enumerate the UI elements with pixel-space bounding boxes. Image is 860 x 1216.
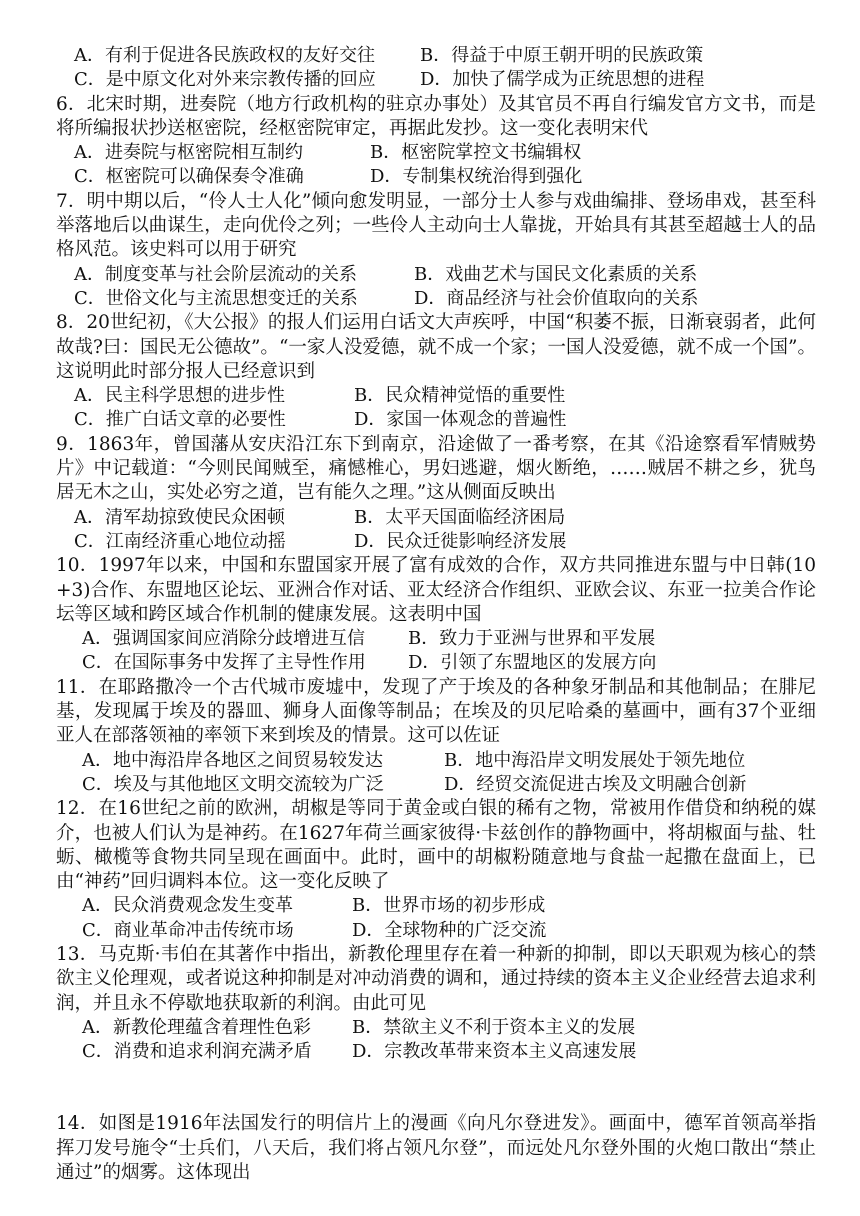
option-a[interactable]: A．有利于促进各民族政权的友好交往	[74, 45, 375, 66]
question-11	[56, 676, 816, 797]
options-block	[56, 263, 816, 312]
option-row	[74, 384, 816, 408]
option-a[interactable]: A．强调国家间应消除分歧增进互信	[82, 628, 365, 650]
question-10	[56, 554, 816, 675]
option-b[interactable]: B．戏曲艺术与国民文化素质的关系	[414, 263, 698, 285]
options-block	[56, 749, 816, 798]
option-row	[82, 651, 816, 675]
option-a[interactable]: A．制度变革与社会阶层流动的关系	[74, 263, 357, 285]
question-stem: 11．在耶路撒冷一个古代城市废墟中，发现了产于埃及的各种象牙制品和其他制品；在腓尼基，发现属于埃及的器皿、狮身人面像等制品；在埃及的贝尼哈桑的墓画中，画有37个亚细亚人在部落领袖的率领下来到埃及的情景。这可以佐证	[56, 676, 816, 747]
option-d[interactable]: D．宗教改革带来资本主义高速发展	[352, 1041, 637, 1063]
option-a[interactable]: A．新教伦理蕴含着理性色彩	[82, 1016, 311, 1038]
option-b[interactable]: B．世界市场的初步形成	[352, 895, 546, 917]
blank-gap	[56, 1064, 816, 1112]
option-row	[74, 530, 816, 554]
option-d[interactable]: D．全球物种的广泛交流	[352, 919, 547, 941]
option-b[interactable]: B．太平天国面临经济困局	[354, 506, 566, 528]
option-a[interactable]: A．地中海沿岸各地区之间贸易较发达	[82, 749, 383, 771]
question-6	[56, 93, 816, 190]
option-c[interactable]: C．埃及与其他地区文明交流较为广泛	[82, 773, 384, 795]
question-stem: 12．在16世纪之前的欧洲，胡椒是等同于黄金或白银的稀有之物，常被用作借贷和纳税的媒介，也被人们认为是神药。在1627年荷兰画家彼得·卡兹创作的静物画中，将胡椒面与盐、牡蛎、橄榄等食物共同呈现在画面中。此时，画中的胡椒粉随意地与食盐一起撒在盘面上，已由“神药”回归调料本位。这一变化反映了	[56, 798, 816, 893]
option-row	[82, 627, 816, 651]
question-13	[56, 943, 816, 1064]
options-block	[56, 1016, 816, 1065]
question-stem: 8．20世纪初，《大公报》的报人们运用白话文大声疾呼，中国“积萎不振，日渐衰弱者，此何故哉?曰：国民无公德故”。“一家人没爱德，就不成一个家；一国人没爱德，就不成一个国”。这说明此时部分报人已经意识到	[56, 312, 816, 382]
option-row	[74, 44, 816, 68]
option-a[interactable]: A．进奏院与枢密院相互制约	[74, 142, 303, 164]
option-a[interactable]: A．民主科学思想的进步性	[74, 385, 285, 407]
option-row	[74, 287, 816, 311]
option-b[interactable]: B．民众精神觉悟的重要性	[354, 385, 566, 407]
option-a[interactable]: A．民众消费观念发生变革	[82, 895, 293, 917]
option-c[interactable]: C．是中原文化对外来宗教传播的回应	[74, 69, 376, 91]
exam-page	[56, 44, 816, 1185]
question-7	[56, 190, 816, 311]
question-14	[56, 1112, 816, 1185]
question-stem: 7．明中期以后，“伶人士人化”倾向愈发明显，一部分士人参与戏曲编排、登场串戏，甚至科举落地后以曲谋生，走向优伶之列；一些伶人主动向士人靠拢，开始具有其甚至超越士人的品格风范。该史料可以用于研究	[56, 190, 816, 261]
option-d[interactable]: D．商品经济与社会价值取向的关系	[414, 287, 699, 309]
option-d[interactable]: D．家国一体观念的普遍性	[354, 409, 567, 431]
question-5-options	[56, 44, 816, 93]
options-block	[56, 627, 816, 676]
options-block	[56, 44, 816, 93]
option-d[interactable]: D．经贸交流促进古埃及文明融合创新	[444, 773, 747, 795]
option-c[interactable]: C．在国际事务中发挥了主导性作用	[82, 652, 366, 674]
option-row	[74, 68, 816, 92]
option-c[interactable]: C．江南经济重心地位动摇	[74, 530, 286, 552]
option-row	[74, 506, 816, 530]
option-a[interactable]: A．清军劫掠致使民众困顿	[74, 506, 285, 528]
options-block	[56, 894, 816, 943]
option-c[interactable]: C．推广白话文章的必要性	[74, 409, 286, 431]
options-block	[56, 141, 816, 190]
question-stem: 13．马克斯·韦伯在其著作中指出，新教伦理里存在着一种新的抑制，即以天职观为核心的禁欲主义伦理观，或者说这种抑制是对冲动消费的调和，通过持续的资本主义企业经营去追求利润，并且永不停歇地获取新的利润。由此可见	[56, 943, 816, 1014]
option-row	[82, 749, 816, 773]
option-c[interactable]: C．世俗文化与主流思想变迁的关系	[74, 287, 358, 309]
option-row	[74, 263, 816, 287]
option-d[interactable]: D．引领了东盟地区的发展方向	[408, 652, 657, 674]
option-row	[82, 919, 816, 943]
option-d[interactable]: D．加快了儒学成为正统思想的进程	[420, 69, 705, 91]
option-row	[82, 1040, 816, 1064]
option-row	[82, 894, 816, 918]
options-block	[56, 506, 816, 555]
option-row	[82, 1016, 816, 1040]
option-row	[74, 141, 816, 165]
option-row	[74, 408, 816, 432]
question-stem: 6．北宋时期，进奏院（地方行政机构的驻京办事处）及其官员不再自行编发官方文书，而是将所编报状抄送枢密院，经枢密院审定，再据此发抄。这一变化表明宋代	[56, 93, 816, 139]
question-stem: 14．如图是1916年法国发行的明信片上的漫画《向凡尔登进发》。画面中，德军首领高举指挥刀发号施令“士兵们，八天后，我们将占领凡尔登”，而远处凡尔登外围的火炮口散出“禁止通过”的烟雾。这体现出	[56, 1113, 816, 1184]
option-b[interactable]: B．得益于中原王朝开明的民族政策	[420, 45, 704, 66]
question-12	[56, 797, 816, 943]
option-b[interactable]: B．地中海沿岸文明发展处于领先地位	[444, 749, 746, 771]
question-stem: 10．1997年以来，中国和东盟国家开展了富有成效的合作，双方共同推进东盟与中日韩(10+3)合作、东盟地区论坛、亚洲合作对话、亚太经济合作组织、亚欧会议、东亚一拉美合作论坛等区域和跨区域合作机制的健康发展。这表明中国	[56, 555, 816, 625]
option-c[interactable]: C．消费和追求利润充满矛盾	[82, 1041, 312, 1063]
option-b[interactable]: B．枢密院掌控文书编辑权	[370, 142, 582, 164]
option-c[interactable]: C．枢密院可以确保奏令准确	[74, 166, 304, 188]
option-d[interactable]: D．民众迁徙影响经济发展	[354, 530, 567, 552]
question-8	[56, 311, 816, 432]
option-row	[82, 773, 816, 797]
option-b[interactable]: B．禁欲主义不利于资本主义的发展	[352, 1016, 636, 1038]
option-d[interactable]: D．专制集权统治得到强化	[370, 166, 583, 188]
option-c[interactable]: C．商业革命冲击传统市场	[82, 919, 294, 941]
option-row	[74, 165, 816, 189]
option-b[interactable]: B．致力于亚洲与世界和平发展	[408, 628, 656, 650]
question-stem: 9．1863年，曾国藩从安庆沿江东下到南京，沿途做了一番考察，在其《沿途察看军情贼势片》中记载道：“今则民闻贼至，痛憾椎心，男妇逃避，烟火断绝，……贼居不耕之乡，犹鸟居无木之山，实处必穷之道，岂有能久之理。”这从侧面反映出	[56, 433, 816, 504]
options-block	[56, 384, 816, 433]
question-9	[56, 433, 816, 554]
